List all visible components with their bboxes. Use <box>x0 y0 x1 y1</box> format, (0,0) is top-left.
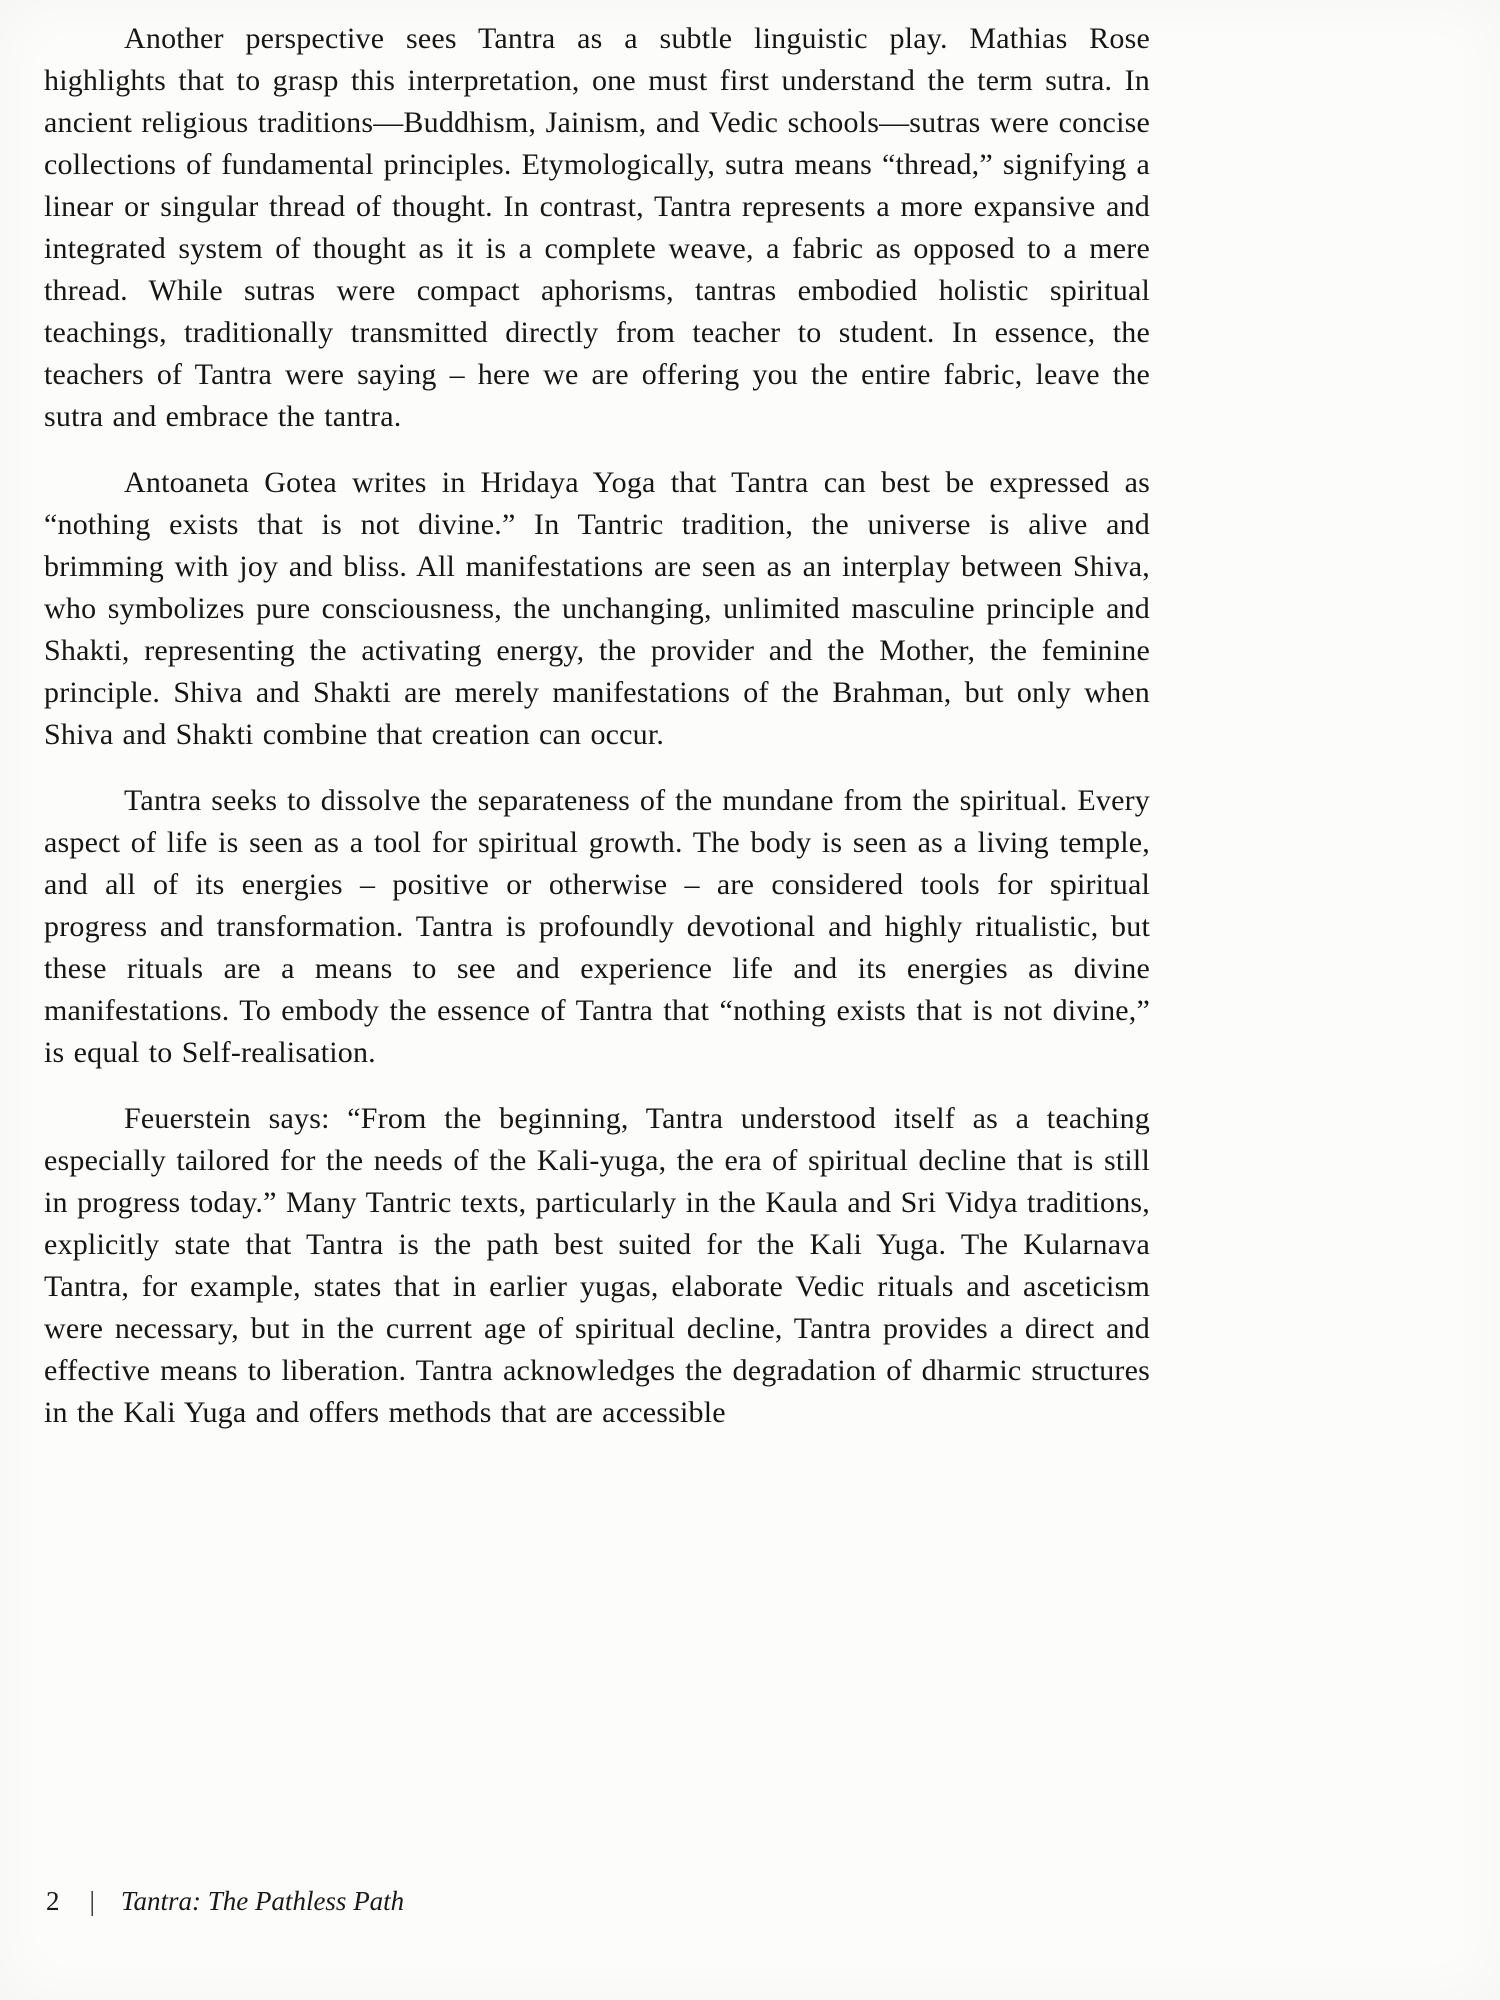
footer-separator: | <box>89 1886 95 1916</box>
body-text <box>44 18 1150 1458</box>
paragraph-dissolve-separateness: Tantra seeks to dissolve the separateness of the mundane from the spiritual. Every aspect of life is seen as a tool for spiritual growth. The body is seen as a living temple, and all of its energies – positive or otherwise – are considered tools for spiritual progress and transformation. Tantra is profoundly devotional and highly ritualistic, but these rituals are a means to see and experience life and its energies as divine manifestations. To embody the essence of Tantra that “nothing exists that is not divine,” is equal to Self-realisation. <box>44 784 1150 1069</box>
paragraph-feuerstein: Feuerstein says: “From the beginning, Tantra understood itself as a teaching especially tailored for the needs of the Kali-yuga, the era of spiritual decline that is still in progress today.” Many Tantric texts, particularly in the Kaula and Sri Vidya traditions, explicitly state that Tantra is the path best suited for the Kali Yuga. The Kularnava Tantra, for example, states that in earlier yugas, elaborate Vedic rituals and asceticism were necessary, but in the current age of spiritual decline, Tantra provides a direct and effective means to liberation. Tantra acknowledges the degradation of dharmic structures in the Kali Yuga and offers methods that are accessible <box>44 1102 1150 1429</box>
paragraph-linguistic-play: Another perspective sees Tantra as a subtle linguistic play. Mathias Rose highlights that to grasp this interpretation, one must first understand the term sutra. In ancient religious traditions—Buddhism, Jainism, and Vedic schools—sutras were concise collections of fundamental principles. Etymologically, sutra means “thread,” signifying a linear or singular thread of thought. In contrast, Tantra represents a more expansive and integrated system of thought as it is a complete weave, a fabric as opposed to a mere thread. While sutras were compact aphorisms, tantras embodied holistic spiritual teachings, traditionally transmitted directly from teacher to student. In essence, the teachers of Tantra were saying – here we are offering you the entire fabric, leave the sutra and embrace the tantra. <box>44 22 1150 433</box>
page-number: 2 <box>46 1886 60 1916</box>
page-footer <box>46 1886 404 1917</box>
paragraph-antoaneta-gotea: Antoaneta Gotea writes in Hridaya Yoga that Tantra can best be expressed as “nothing exists that is not divine.” In Tantric tradition, the universe is alive and brimming with joy and bliss. All manifestations are seen as an interplay between Shiva, who symbolizes pure consciousness, the unchanging, unlimited masculine principle and Shakti, representing the activating energy, the provider and the Mother, the feminine principle. Shiva and Shakti are merely manifestations of the Brahman, but only when Shiva and Shakti combine that creation can occur. <box>44 466 1150 751</box>
book-title: Tantra: The Pathless Path <box>120 1886 405 1916</box>
